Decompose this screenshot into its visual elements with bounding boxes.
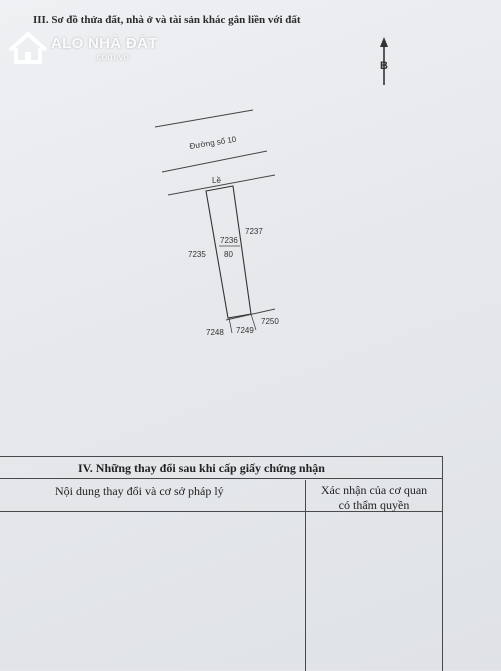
neighbor-bottom-1: 7248 xyxy=(206,328,224,337)
col-confirm-line-1: Xác nhận của cơ quan xyxy=(320,483,428,497)
sidewalk-label: Lề xyxy=(212,176,221,185)
col-content-header: Nội dung thay đổi và cơ sở pháp lý xyxy=(0,480,305,512)
parcel-number: 7236 xyxy=(220,236,238,245)
road-edge-bottom xyxy=(162,151,267,172)
sidewalk-edge xyxy=(168,175,275,195)
north-label: B xyxy=(380,60,388,72)
neighbor-left: 7235 xyxy=(188,250,206,259)
neighbor-right: 7237 xyxy=(245,227,263,236)
col-confirm-line-2: có thẩm quyền xyxy=(338,498,410,512)
road-name: Đường số 10 xyxy=(188,134,237,151)
neighbor-bottom-3: 7250 xyxy=(261,317,279,326)
section-3-title: III. Sơ đồ thửa đất, nhà ở và tài sản khác gắn liền với đất xyxy=(33,14,301,26)
neighbor-bottom-2: 7249 xyxy=(236,326,254,335)
road-edge-top xyxy=(155,110,253,127)
confirmation-column xyxy=(306,480,442,671)
section-4-title: IV. Những thay đổi sau khi cấp giấy chứng nhận xyxy=(0,457,442,479)
col-confirm-header xyxy=(306,480,442,512)
parcel-area: 80 xyxy=(224,250,233,259)
watermark-brand: ALO NHÀ ĐẤT xyxy=(51,35,158,52)
rear-divider xyxy=(229,318,232,333)
changes-table xyxy=(0,456,443,671)
watermark-domain: .com.vn xyxy=(94,52,130,63)
changes-content-column xyxy=(0,480,306,671)
